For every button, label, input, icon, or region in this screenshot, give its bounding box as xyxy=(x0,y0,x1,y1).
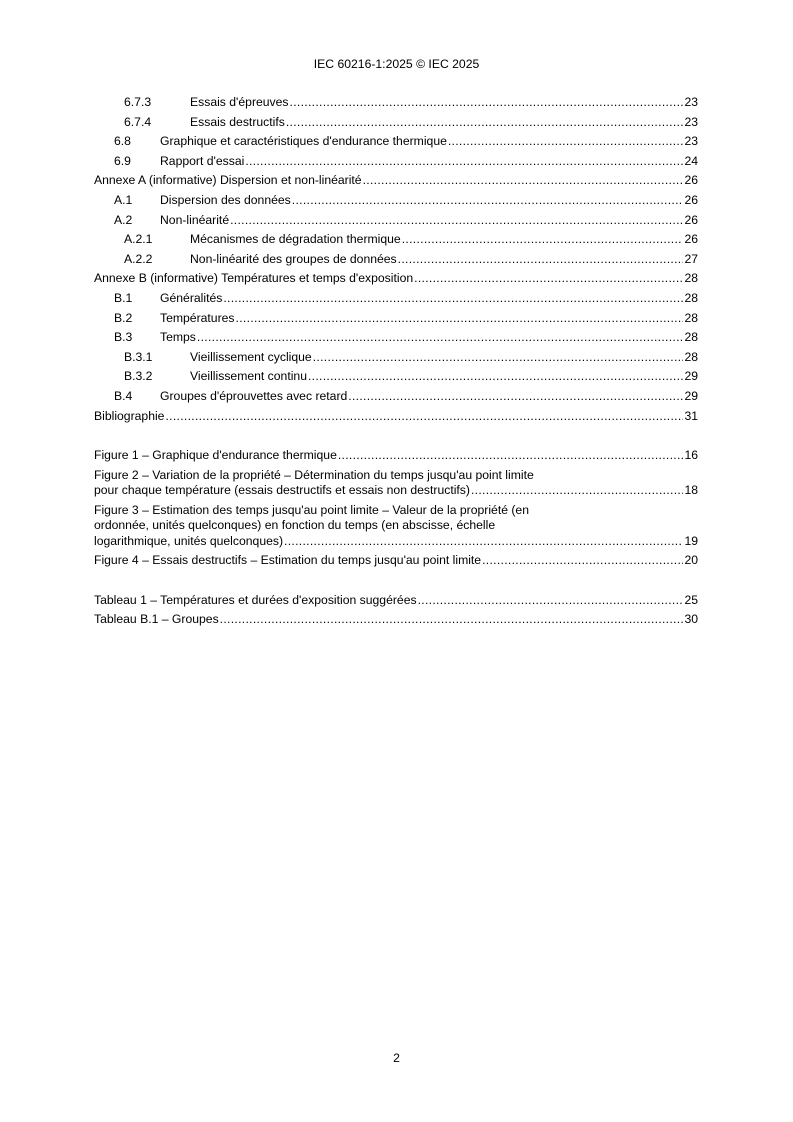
toc-entry-page: 28 xyxy=(684,349,698,364)
figure-entry-page: 19 xyxy=(684,533,698,548)
toc-entry-leader xyxy=(190,113,698,133)
toc-entry-title[interactable]: Temps xyxy=(160,330,196,345)
toc-entry-title[interactable]: Groupes d'éprouvettes avec retard xyxy=(160,388,348,403)
toc-entry-page: 23 xyxy=(684,134,698,149)
toc-entry-title[interactable]: Non-linéarité xyxy=(160,212,230,227)
toc-entry-number: A.1 xyxy=(114,192,133,207)
toc-entry-leader xyxy=(190,93,698,113)
toc-entry[interactable] xyxy=(94,387,698,407)
toc-entry-leader xyxy=(160,387,698,407)
toc-entry-title[interactable]: Bibliographie xyxy=(94,408,165,423)
dot-leader xyxy=(348,387,683,407)
toc-entry[interactable] xyxy=(94,113,698,133)
table-entry[interactable] xyxy=(94,610,698,630)
toc-entry-number: B.3 xyxy=(114,330,133,345)
toc-entry-number: B.3.2 xyxy=(124,369,153,384)
figure-entry[interactable] xyxy=(94,466,698,501)
figure-entry[interactable] xyxy=(94,446,698,466)
dot-leader xyxy=(284,534,683,550)
list-of-tables xyxy=(94,591,698,630)
toc-entry[interactable] xyxy=(94,269,698,289)
dot-leader xyxy=(448,132,684,152)
toc-entry-leader xyxy=(160,309,698,329)
toc-entry[interactable] xyxy=(94,93,698,113)
toc-entry-title[interactable]: Essais d'épreuves xyxy=(190,95,289,109)
table-entry[interactable] xyxy=(94,591,698,611)
figure-entry-last-line xyxy=(94,553,698,569)
figure-entry[interactable] xyxy=(94,501,698,552)
figure-entry-page: 18 xyxy=(684,483,698,498)
dot-leader xyxy=(197,328,684,348)
dot-leader xyxy=(165,407,683,427)
table-of-contents xyxy=(94,93,698,630)
toc-entry-page: 26 xyxy=(684,232,698,247)
toc-entry-page: 28 xyxy=(684,310,698,325)
table-entry-title[interactable]: Tableau B.1 – Groupes xyxy=(94,612,219,627)
toc-entry-number: 6.8 xyxy=(114,134,131,149)
toc-entry[interactable] xyxy=(94,328,698,348)
toc-entry[interactable] xyxy=(94,171,698,191)
toc-entry[interactable] xyxy=(94,367,698,387)
toc-entry-number: A.2 xyxy=(114,212,133,227)
toc-entry-leader xyxy=(190,348,698,368)
toc-entry[interactable] xyxy=(94,132,698,152)
dot-leader xyxy=(402,230,684,250)
toc-entry[interactable] xyxy=(94,407,698,427)
toc-entry-leader xyxy=(94,269,698,289)
figure-entry-title[interactable]: Figure 4 – Essais destructifs – Estimation du temps jusqu'au point limite xyxy=(94,553,482,568)
toc-entry-page: 29 xyxy=(684,369,698,384)
toc-entry-number: A.2.2 xyxy=(124,251,153,266)
toc-entry-number: B.2 xyxy=(114,310,133,325)
toc-entry-page: 26 xyxy=(684,212,698,227)
toc-entry[interactable] xyxy=(94,250,698,270)
toc-entry-title[interactable]: Vieillissement cyclique xyxy=(190,349,312,364)
table-entry-page: 30 xyxy=(684,612,698,627)
toc-entry-leader xyxy=(94,407,698,427)
toc-entries xyxy=(94,93,698,426)
toc-entry-leader xyxy=(160,191,698,211)
page-header: IEC 60216-1:2025 © IEC 2025 xyxy=(313,57,480,71)
toc-entry-page: 28 xyxy=(684,330,698,345)
toc-entry-title[interactable]: Essais destructifs xyxy=(190,114,285,129)
toc-entry-title[interactable]: Graphique et caractéristiques d'endurance thermique xyxy=(160,134,447,149)
list-of-figures xyxy=(94,446,698,571)
dot-leader xyxy=(471,483,683,499)
figure-entry-page: 20 xyxy=(684,553,698,568)
toc-entry-page: 28 xyxy=(684,290,698,305)
toc-entry-leader xyxy=(190,367,698,387)
toc-entry-title[interactable]: Températures xyxy=(160,310,235,325)
figure-entry-line: Figure 3 – Estimation des temps jusqu'au point limite – Valeur de la propriété (en xyxy=(94,502,529,517)
figure-entry[interactable] xyxy=(94,551,698,571)
toc-entry[interactable] xyxy=(94,309,698,329)
table-entry-leader xyxy=(94,610,698,630)
page-number: 2 xyxy=(393,1051,400,1065)
figure-entry-last-line xyxy=(94,483,698,499)
dot-leader xyxy=(482,553,683,569)
toc-entry-leader xyxy=(160,132,698,152)
dot-leader xyxy=(414,269,683,289)
table-entry-page: 25 xyxy=(684,592,698,607)
toc-entry-title[interactable]: Dispersion des données xyxy=(160,192,291,207)
dot-leader xyxy=(245,152,683,172)
toc-entry-page: 28 xyxy=(684,271,698,286)
toc-entry-title[interactable]: Annexe B (informative) Températures et temps d'exposition xyxy=(94,271,414,286)
dot-leader xyxy=(286,113,684,133)
dot-leader xyxy=(230,211,683,231)
dot-leader xyxy=(236,309,684,329)
dot-leader xyxy=(223,289,683,309)
toc-entry-page: 26 xyxy=(684,192,698,207)
toc-entry-leader xyxy=(160,289,698,309)
toc-entry-number: A.2.1 xyxy=(124,232,153,247)
toc-entry-page: 23 xyxy=(684,114,698,129)
dot-leader xyxy=(418,591,684,611)
figure-entry-title[interactable]: logarithmique, unités quelconques) xyxy=(94,533,284,548)
dot-leader xyxy=(308,367,683,387)
toc-entry[interactable] xyxy=(94,152,698,172)
dot-leader xyxy=(313,348,684,368)
toc-entry-leader xyxy=(160,211,698,231)
table-entry-leader xyxy=(94,591,698,611)
toc-entry-title[interactable]: Annexe A (informative) Dispersion et non-linéarité xyxy=(94,173,362,188)
toc-entry-title[interactable]: Généralités xyxy=(160,290,223,305)
figure-entry-title[interactable]: Figure 1 – Graphique d'endurance thermique xyxy=(94,448,337,463)
toc-entry-leader xyxy=(160,328,698,348)
toc-entry-page: 27 xyxy=(684,251,698,266)
toc-entry[interactable] xyxy=(94,230,698,250)
toc-entry-number: B.4 xyxy=(114,388,133,403)
toc-entry-title[interactable]: Rapport d'essai xyxy=(160,153,245,168)
figure-entry-title[interactable]: pour chaque température (essais destructifs et essais non destructifs) xyxy=(94,483,470,498)
toc-entry-page: 23 xyxy=(684,95,698,109)
toc-entry[interactable] xyxy=(94,211,698,231)
dot-leader xyxy=(363,171,684,191)
figure-entry-last-line xyxy=(94,448,698,464)
toc-entry-title[interactable]: Vieillissement continu xyxy=(190,369,307,384)
figure-entry-line: Figure 2 – Variation de la propriété – Détermination du temps jusqu'au point limite xyxy=(94,467,534,482)
toc-entry-number: 6.7.3 xyxy=(124,95,152,109)
toc-entry-title[interactable]: Mécanismes de dégradation thermique xyxy=(190,232,401,247)
toc-entry-number: 6.7.4 xyxy=(124,114,152,129)
toc-entry-title[interactable]: Non-linéarité des groupes de données xyxy=(190,251,397,266)
figure-entry-line: ordonnée, unités quelconques) en fonction du temps (en abscisse, échelle xyxy=(94,518,496,533)
toc-entry-leader xyxy=(190,230,698,250)
toc-entry[interactable] xyxy=(94,348,698,368)
table-entry-title[interactable]: Tableau 1 – Températures et durées d'exposition suggérées xyxy=(94,592,417,607)
toc-entry-page: 31 xyxy=(684,408,698,423)
dot-leader xyxy=(292,191,684,211)
toc-entry-leader xyxy=(94,171,698,191)
figure-entry-last-line xyxy=(94,534,698,550)
toc-entry-page: 26 xyxy=(684,173,698,188)
figure-entry-page: 16 xyxy=(684,448,698,463)
toc-entry-number: 6.9 xyxy=(114,153,131,168)
toc-entry-leader xyxy=(190,250,698,270)
toc-entry-number: B.3.1 xyxy=(124,349,153,364)
dot-leader xyxy=(220,610,684,630)
dot-leader xyxy=(290,93,684,113)
toc-entry-number: B.1 xyxy=(114,290,133,305)
toc-entry[interactable] xyxy=(94,289,698,309)
toc-entry[interactable] xyxy=(94,191,698,211)
toc-entry-leader xyxy=(160,152,698,172)
toc-entry-page: 29 xyxy=(684,388,698,403)
dot-leader xyxy=(398,250,684,270)
toc-entry-page: 24 xyxy=(684,153,698,168)
dot-leader xyxy=(338,448,684,464)
